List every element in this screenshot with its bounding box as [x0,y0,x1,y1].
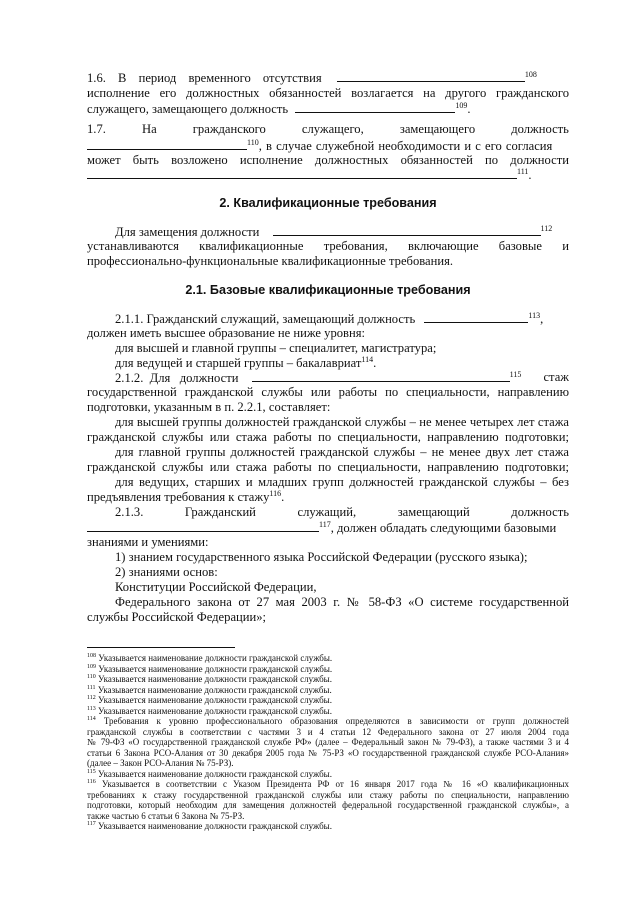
word: служащего, [301,122,364,136]
footnote-text: также частью 6 статьи 6 Закона № 75-РЗ. [87,810,245,821]
footnote-text: (далее – Закон РСО-Алания № 75-РЗ). [87,758,234,768]
word: 1.7. [87,122,106,136]
clause-2-1-2-line: для высшей группы должностей гражданской службы – не менее четырех лет стажа [115,415,569,429]
clause-2-1-2-line: подготовки, указанным в п. 2.2.1, составляет: [87,400,331,414]
footnote-text: гражданской службы в соответствии с частями 3 и 4 статьи 12 Федерального закона от 27 июля 2004 года [87,726,569,737]
footnote-ref: 113 [528,310,541,320]
blank-field [295,101,455,113]
footnote-number: 110 [87,674,96,680]
clause-1-6-line-3: служащего, замещающего должность $^{109}$. [87,100,471,116]
footnote-ref: 115 [509,369,522,379]
clause-2-1-3-line-2 [87,520,569,536]
footnote-text: Указывается наименование должности гражданской службы. [97,684,332,695]
word: замещающий [397,505,470,519]
footnote-text: № 79-ФЗ «О государственной гражданской службе РФ» (далее – Федеральный закон № 79-ФЗ), а также частями 3 и 4 [87,737,569,747]
footnote-ref: 110 [247,137,259,147]
blank-field [87,520,319,532]
footnote-text: статьи 6 Закона РСО-Алания от 30 декабря 2005 года № 75-РЗ «О государственной гражданской службе РСО-Алания» [87,747,569,758]
word: должность [511,122,569,136]
word: Гражданский [184,505,256,519]
footnote-line [87,653,569,664]
clause-2-1-2-last-text: предъявления требования к стажу [87,490,270,504]
clause-2-1-2-line-last: предъявления требования к стажу$^{116}$. [87,488,285,504]
clause-1-6-line-1 [87,70,569,86]
word: служащий, [297,505,357,519]
clause-1-7-line-2-text: , в случае служебной необходимости и с его согласия [258,139,553,153]
footnote-line [87,790,569,801]
word: и [562,239,569,253]
footnote-number: 114 [87,716,96,722]
footnote-ref: 111 [517,166,529,176]
word: 2.1.3. [115,505,144,519]
footnote-line [87,706,569,717]
footnote-line [87,748,569,759]
word: включающие [407,239,479,253]
footnote-number: 117 [87,821,96,827]
clause-2-1-1-line-1: 2.1.1. Гражданский служащий, замещающий должность $^{113}$, [115,310,544,326]
word: должность [511,505,569,519]
clause-2-1-3-line: Конституции Российской Федерации, [115,580,317,594]
blank-field [87,167,517,179]
footnote-line [87,685,569,696]
clause-2-1-3-line: 2) знаниями основ: [115,565,218,579]
clause-2-1-3-line: знаниями и умениями: [87,535,209,549]
word: базовые [498,239,542,253]
section-2-1-heading: 2.1. Базовые квалификационные требования [185,283,471,297]
footnote-ref: 108 [524,69,537,79]
footnote-text: Указывается в соответствии с Указом Президента РФ от 16 января 2017 года № 16 «О квалификационных [101,779,570,789]
footnote-ref: 114 [361,354,374,364]
clause-1-7-line-1 [87,122,569,137]
clause-1-6-line-2: исполнение его должностных обязанностей возлагается на другого гражданского [87,86,569,100]
clause-2-1-1-text: 2.1.1. Гражданский служащий, замещающий должность [115,312,416,326]
word: квалификационные [199,239,304,253]
clause-2-1-3-line: 1) знанием государственного языка Российской Федерации (русского языка); [115,550,528,564]
footnote-line [87,758,569,769]
footnote-text: Указывается наименование должности гражданской службы. [98,768,332,779]
clause-2-1-2-line-1 [87,370,569,386]
footnote-line [87,821,569,832]
blank-field [273,224,541,236]
clause-2-1-3-line-2-text: , должен обладать следующими базовыми [330,521,557,535]
section-2-line-3: профессионально-функциональные квалификационные требования. [87,254,454,268]
footnote-number: 115 [87,768,96,775]
footnote-line [87,695,569,706]
blank-field [424,311,528,323]
clause-2-1-2-line: государственной гражданской службы или работы по специальности, направлению [87,385,569,399]
clause-2-1-1-line-4-text: для ведущей и старшей группы – бакалавриат [115,356,362,370]
clause-2-1-3-line: службы Российской Федерации»; [87,610,267,624]
footnote-line [87,727,569,738]
clause-2-1-1-line-3: для высшей и главной группы – специалитет, магистратура; [115,341,437,355]
clause-1-6-line-3-text: служащего, замещающего должность [87,102,289,116]
footnote-line [87,737,569,748]
footnote-number: 111 [87,684,96,691]
clause-2-1-2-text: 2.1.2. Для должности [115,371,239,385]
clause-1-7-line-4: $^{111}$. [87,167,569,183]
footnote-text: Указывается наименование должности гражданской службы. [98,674,332,684]
footnote-ref: 117 [319,519,331,529]
footnote-ref: 109 [455,100,468,110]
footnote-text: Указывается наименование должности гражданской службы. [98,821,332,831]
section-2-line-1-text: Для замещения должности [115,225,260,239]
footnote-text: Указывается наименование должности гражданской службы. [98,705,332,716]
blank-field [252,370,510,382]
clause-2-1-1-line-2: должен иметь высшее образование не ниже уровня: [87,326,366,340]
blank-field [337,70,525,82]
section-2-heading: 2. Квалификационные требования [219,196,437,210]
clause-2-1-2-line: для главной группы должностей гражданской службы – не менее двух лет стажа [115,445,569,459]
blank-field [87,138,247,150]
footnote-number: 113 [87,705,96,712]
footnote-line [87,716,569,727]
section-2-line-2 [87,239,569,254]
word: На [141,122,157,136]
word: замещающего [399,122,476,136]
footnote-number: 116 [87,779,96,785]
word: требования, [323,239,388,253]
footnote-text: Указывается наименование должности гражданской службы. [98,653,333,663]
word: устанавливаются [87,239,179,253]
footnote-line [87,779,569,790]
footnote-number: 109 [87,663,96,670]
clause-1-7-line-3: может быть возложено исполнение должностных обязанностей по должности [87,153,569,167]
footnote-ref: 112 [540,223,553,233]
footnote-number: 112 [87,695,96,701]
clause-2-1-3-line: Федерального закона от 27 мая 2003 г. № 58-ФЗ «О системе государственной [115,595,569,609]
clause-2-1-1-line-4: для ведущей и старшей группы – бакалавриат$^{114}$. [115,354,377,370]
footnote-line [87,811,569,822]
footnote-line [87,674,569,685]
footnote-text: Указывается наименование должности гражданской службы. [98,695,332,705]
clause-2-1-3-line-1 [87,505,569,520]
footnote-line [87,664,569,675]
footnote-text: требованиях к стажу государственной гражданской службы или стажу работы по специальности, направлению [87,789,569,800]
section-2-line-1 [87,224,569,240]
footnote-text: Указывается наименование должности гражданской службы. [98,663,333,674]
clause-1-7-line-2 [87,138,569,154]
clause-2-1-2-line: для ведущих, старших и младших групп должностей гражданской службы – без [115,475,569,489]
clause-2-1-2-line: гражданской службы или стажа работы по специальности, направлению подготовки; [87,460,569,474]
word: гражданского [192,122,266,136]
clause-2-1-2-line: гражданской службы или стажа работы по специальности, направлению подготовки; [87,430,569,444]
clause-1-6-text: 1.6. В период временного отсутствия [87,71,322,85]
clause-2-1-2-text-end: стаж [543,370,569,384]
footnote-ref: 116 [269,488,282,498]
footnote-number: 108 [87,653,96,659]
footnote-line [87,800,569,811]
footnote-text: подготовки, который необходим для замещения должностей федеральной государственной гражданской службы», а [87,800,569,810]
footnote-text: Требования к уровню профессионального образования определяются в зависимости от групп должностей [103,716,569,726]
footnote-line [87,769,569,780]
footnote-separator [87,647,235,648]
